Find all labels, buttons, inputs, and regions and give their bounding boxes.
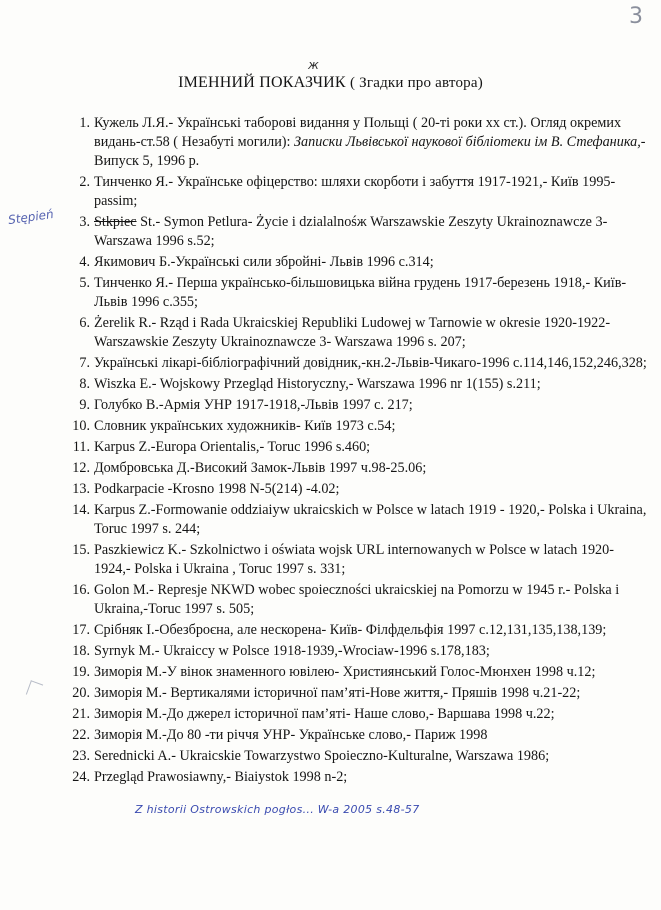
entry-text-main: Тинченко Я.- Перша українсько-більшовицька війна грудень 1917-березень 1918,- Київ-Львів 1996 с.355; [94, 275, 627, 310]
entry-text [94, 768, 650, 787]
entry-text-main: Зиморія М.-До 80 -ти річчя УНР- Українське слово,- Париж 1998 [94, 727, 488, 743]
entry-text-main: Срібняк І.-Обезброєна, але нескорена- Київ- Філфдельфія 1997 с.12,131,135,138,139; [94, 622, 607, 638]
entry-number: 5. [79, 275, 90, 291]
entry-number: 19. [72, 664, 90, 680]
struck-text: Stkpiec [94, 214, 137, 230]
entry-text-main: Зиморія М.-До джерел історичної пам’яті- Наше слово,- Варшава 1998 ч.22; [94, 706, 555, 722]
entry-number: 4. [79, 254, 90, 270]
entry-text-main: Домбровська Д.-Високий Замок-Львів 1997 ч.98-25.06; [94, 460, 427, 476]
entry-number: 21. [72, 706, 90, 722]
list-item [70, 274, 650, 312]
title-text: ІМЕННИЙ ПОКАЗЧИК [178, 74, 346, 91]
entry-text [94, 501, 650, 539]
entry-number: 16. [72, 582, 90, 598]
entry-text-italic: Записки Львівської наукової бібліотеки ім В. Стефаника, [294, 134, 641, 150]
entry-text [94, 459, 650, 478]
entry-text-main: Тинченко Я.- Українське офіцерство: шляхи скорботи і забуття 1917-1921,- Київ 1995- passim; [94, 174, 616, 209]
entry-text [94, 253, 650, 272]
list-item [70, 541, 650, 579]
entry-text-main: Przegląd Prawosiawny,- Biaiystok 1998 n-2; [94, 769, 348, 785]
list-item [70, 642, 650, 661]
inline-handwritten-note: Z historii Ostrowskich pogłos... W-a 2005 s.48-57 [135, 803, 420, 816]
entry-text [94, 684, 650, 703]
entry-text [94, 726, 650, 745]
list-item [70, 747, 650, 766]
entry-number: 24. [72, 769, 90, 785]
entry-number: 22. [72, 727, 90, 743]
entry-text [94, 581, 650, 619]
entry-number: 6. [79, 315, 90, 331]
entry-number: 2. [79, 174, 90, 190]
entry-number: 7. [79, 355, 90, 371]
entry-text-main: Podkarpacie -Krosno 1998 N-5(214) -4.02; [94, 481, 340, 497]
entry-text [94, 541, 650, 579]
entry-text-main: Словник українських художників- Київ 1973 с.54; [94, 418, 396, 434]
entry-text-main: Wiszka E.- Wojskowy Przegląd Historyczny,- Warszawa 1996 nr 1(155) s.211; [94, 376, 541, 392]
list-item [70, 726, 650, 745]
entry-number: 23. [72, 748, 90, 764]
list-item [70, 705, 650, 724]
entry-text [94, 642, 650, 661]
list-item [70, 459, 650, 478]
list-item [70, 173, 650, 211]
entry-text [94, 213, 650, 251]
entry-text [94, 396, 650, 415]
entry-text-main: St.- Symon Petlura- Życie i dzialalnośж Warszawskie Zeszyty Ukrainoznawcze 3- Warszawa 1996 s.52; [94, 214, 608, 249]
entry-text-main: Karpus Z.-Formowanie oddziaiyw ukraicskich w Polsce w latach 1919 - 1920,- Polska i Ukraina, Toruc 1997 s. 244; [94, 502, 647, 537]
entry-text-main: Syrnyk M.- Ukraiccy w Polsce 1918-1939,-Wrociaw-1996 s.178,183; [94, 643, 490, 659]
list-item [70, 314, 650, 352]
entry-number: 9. [79, 397, 90, 413]
entry-text [94, 705, 650, 724]
list-item [70, 501, 650, 539]
entry-number: 3. [79, 214, 90, 230]
entry-text-main: Голубко В.-Армія УНР 1917-1918,-Львів 1997 с. 217; [94, 397, 413, 413]
list-item [70, 375, 650, 394]
entry-text-main: Зиморія М.- Вертикалями історичної пам’яті-Нове життя,- Пряшів 1998 ч.21-22; [94, 685, 581, 701]
margin-pencil-mark [26, 680, 43, 699]
entry-text-main: Serednicki A.- Ukraicskie Towarzystwo Spoieczno-Kulturalne, Warszawa 1986; [94, 748, 550, 764]
entry-number: 15. [72, 542, 90, 558]
title-subtitle: ( Згадки про автора) [350, 75, 483, 91]
entry-number: 10. [72, 418, 90, 434]
entry-text [94, 621, 650, 640]
entry-text-main: Якимович Б.-Українські сили збройні- Львів 1996 с.314; [94, 254, 434, 270]
entry-text [94, 375, 650, 394]
list-item [70, 396, 650, 415]
entry-number: 14. [72, 502, 90, 518]
list-item [70, 768, 650, 787]
entry-text [94, 114, 650, 171]
entry-text-main: Кужель Л.Я.- Українські таборові видання у Польщі ( 20-ті роки xx ст.). Огляд окремих видань-ст.58 ( Незабуті могили): [94, 115, 622, 150]
list-item [70, 417, 650, 436]
entry-number: 13. [72, 481, 90, 497]
entry-text [94, 173, 650, 211]
page-title [0, 74, 661, 92]
entry-number: 18. [72, 643, 90, 659]
entry-number: 12. [72, 460, 90, 476]
entry-text [94, 274, 650, 312]
entry-number: 20. [72, 685, 90, 701]
entry-text-main: Żerelik R.- Rząd i Rada Ukraicskiej Republiki Ludowej w Tarnowie w okresie 1920-1922- Warszawskie Zeszyty Ukrainoznawcze 3- Warszawa 1996 s. 207; [94, 315, 611, 350]
entry-text-main: Українські лікарі-бібліографічний довідник,-кн.2-Львів-Чикаго-1996 с.114,146,152,246,328; [94, 355, 647, 371]
entry-text [94, 314, 650, 352]
list-item [70, 213, 650, 251]
list-item [70, 684, 650, 703]
list-item [70, 621, 650, 640]
entry-text-main: Зиморія М.-У вінок знаменного ювілею- Християнський Голос-Мюнхен 1998 ч.12; [94, 664, 596, 680]
list-item [70, 114, 650, 171]
entry-text [94, 354, 650, 373]
handwritten-insert-mark: ж [308, 58, 319, 72]
list-item [70, 480, 650, 499]
entry-text-main: Karpus Z.-Europa Orientalis,- Toruc 1996 s.460; [94, 439, 371, 455]
entry-number: 1. [79, 115, 90, 131]
list-item [70, 663, 650, 682]
entry-text-tail: - Випуск 5, 1996 р. [94, 134, 646, 169]
entry-text [94, 480, 650, 499]
list-item [70, 581, 650, 619]
entry-text [94, 417, 650, 436]
entry-text [94, 747, 650, 766]
page-number-handwritten: 3 [629, 4, 643, 29]
entry-text-main: Golon M.- Represje NKWD wobec spoieczności ukraicskiej na Pomorzu w 1945 r.- Polska i Ukraina,-Toruc 1997 s. 505; [94, 582, 620, 617]
entry-text-main: Paszkiewicz K.- Szkolnictwo i oświata wojsk URL internowanych w Polsce w latach 1920-1924,- Polska i Ukraina , Toruc 1997 s. 331; [94, 542, 614, 577]
list-item [70, 253, 650, 272]
entry-text [94, 663, 650, 682]
entry-number: 8. [79, 376, 90, 392]
entry-text [94, 438, 650, 457]
entry-number: 17. [72, 622, 90, 638]
entry-number: 11. [72, 439, 90, 455]
margin-handwritten-note: Stępień [7, 206, 55, 228]
list-item [70, 438, 650, 457]
entry-list [70, 114, 650, 789]
list-item [70, 354, 650, 373]
